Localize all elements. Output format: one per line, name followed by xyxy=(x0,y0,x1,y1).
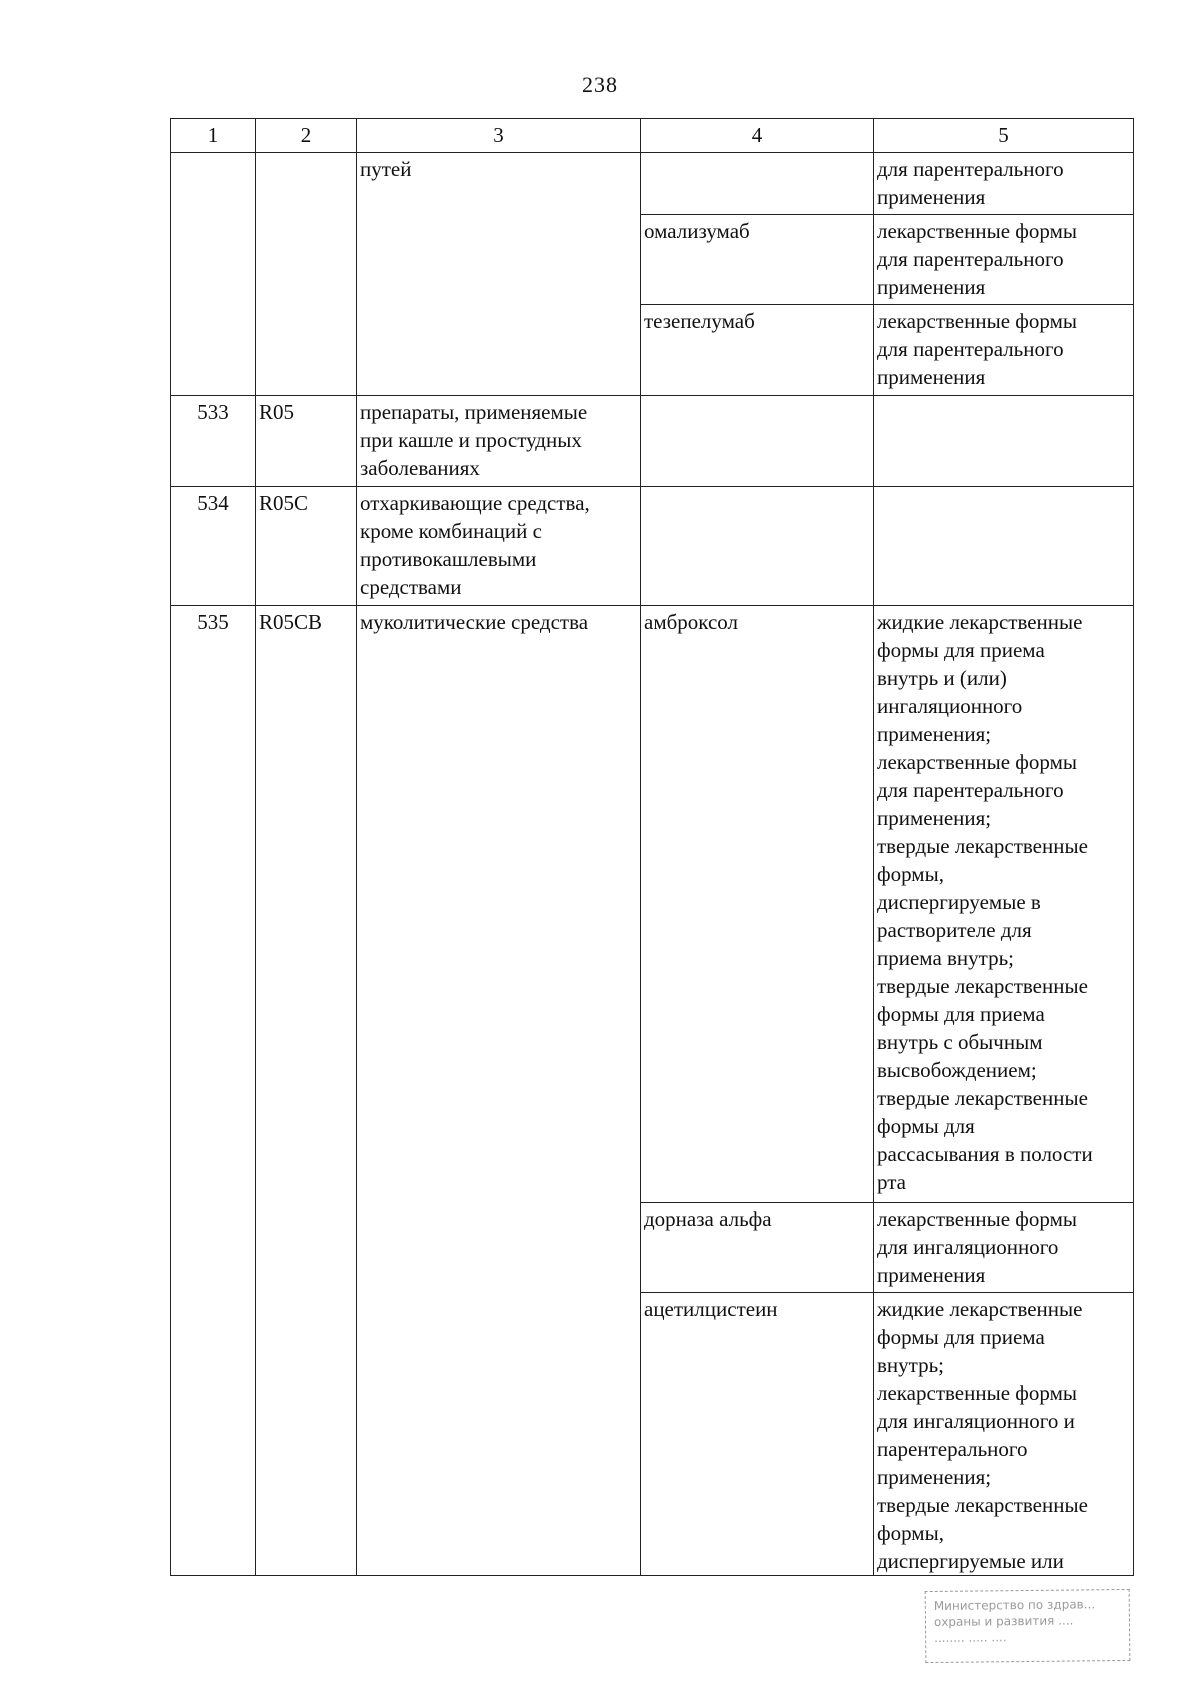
cell-atc-code: R05 xyxy=(256,396,357,487)
cell-substance: ацетилцистеин xyxy=(641,1293,874,1576)
page-number: 238 xyxy=(582,72,618,97)
cell-substance xyxy=(641,396,874,487)
cell-dosage-form: лекарственные формы для парентерального применения xyxy=(874,305,1134,396)
table-row xyxy=(171,396,1134,487)
cell-substance xyxy=(641,153,874,215)
cell-substance: дорназа альфа xyxy=(641,1203,874,1293)
col-header-2: 2 xyxy=(256,119,357,153)
cell-dosage-form xyxy=(874,487,1134,606)
cell-substance: амброксол xyxy=(641,606,874,1203)
ministry-stamp xyxy=(925,1589,1131,1663)
medicines-table xyxy=(170,118,1134,1576)
table-row xyxy=(171,606,1134,1203)
col-header-1: 1 xyxy=(171,119,256,153)
cell-number: 535 xyxy=(171,606,256,1576)
stamp-line: ........ ..... .... xyxy=(934,1630,1007,1645)
header-row xyxy=(171,119,1134,153)
cell-dosage-form: лекарственные формы для парентерального применения xyxy=(874,215,1134,305)
col-header-3: 3 xyxy=(357,119,641,153)
cell-dosage-form: жидкие лекарственные формы для приема внутрь и (или) ингаляционного применения; лекарственные формы для парентерального применения; твердые лекарственные формы, диспергируемые в растворителе для приема внутрь; твердые лекарственные формы для приема внутрь с обычным высвобождением; твердые лекарственные формы для рассасывания в полости рта xyxy=(874,606,1134,1203)
cell-number xyxy=(171,153,256,396)
col-header-4: 4 xyxy=(641,119,874,153)
cell-substance xyxy=(641,487,874,606)
cell-substance: тезепелумаб xyxy=(641,305,874,396)
stamp-line: Министерство по здрав... xyxy=(933,1597,1096,1613)
cell-group: муколитические средства xyxy=(357,606,641,1576)
table-row xyxy=(171,487,1134,606)
cell-dosage-form xyxy=(874,396,1134,487)
cell-group: отхаркивающие средства, кроме комбинаций с противокашлевыми средствами xyxy=(357,487,641,606)
cell-atc-code: R05CB xyxy=(256,606,357,1576)
cell-group: препараты, применяемые при кашле и простудных заболеваниях xyxy=(357,396,641,487)
cell-dosage-form: жидкие лекарственные формы для приема внутрь; лекарственные формы для ингаляционного и парентерального применения; твердые лекарственные формы, диспергируемые или xyxy=(874,1293,1134,1576)
cell-atc-code xyxy=(256,153,357,396)
cell-number: 534 xyxy=(171,487,256,606)
cell-substance: омализумаб xyxy=(641,215,874,305)
cell-atc-code: R05C xyxy=(256,487,357,606)
col-header-5: 5 xyxy=(874,119,1134,153)
cell-dosage-form: для парентерального применения xyxy=(874,153,1134,215)
cell-dosage-form: лекарственные формы для ингаляционного применения xyxy=(874,1203,1134,1293)
table-row xyxy=(171,153,1134,215)
cell-number: 533 xyxy=(171,396,256,487)
cell-group: путей xyxy=(357,153,641,396)
stamp-line: охраны и развития .... xyxy=(933,1613,1074,1629)
